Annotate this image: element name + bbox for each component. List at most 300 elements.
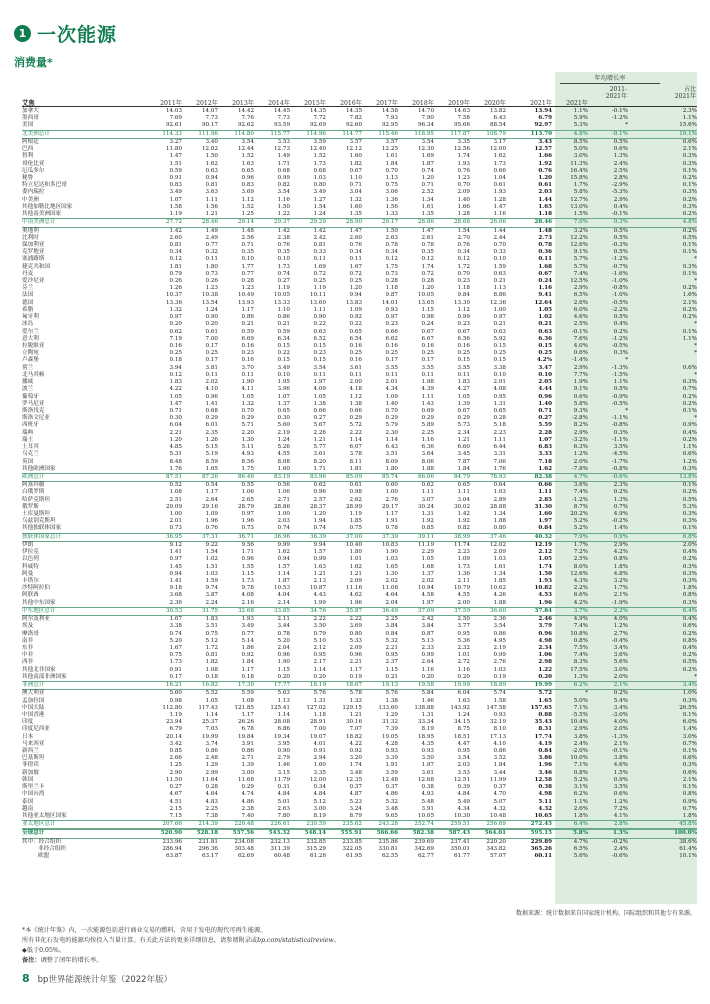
table-cell: 7.93 [385,115,398,122]
table-cell: 3.78 [349,451,362,458]
table-cell: 0.3% [682,160,697,167]
table-cell: 1.8% [613,563,628,570]
table-cell: 0.59 [277,328,290,335]
table-cell: 6.67 [421,335,434,342]
row-label: 印度尼西亚 [22,726,50,733]
table-cell: 1.08 [241,697,254,704]
table-cell: 0.1% [682,270,697,277]
table-cell: 0.15 [277,343,290,349]
table-row [22,645,697,652]
table-cell: 1.26 [169,285,182,292]
table-cell: 0.6% [682,769,697,776]
table-cell: 14.35 [345,108,362,114]
table-cell: 3.55 [457,364,470,371]
table-cell: 7.00 [313,726,326,733]
table-cell: 11.08 [381,585,398,592]
table-cell: 0.25 [169,350,182,357]
table-cell: 13.65 [417,299,434,306]
table-cell: 1.40 [385,400,398,407]
table-cell: 220.20 [486,838,506,845]
table-cell: 90.17 [201,122,218,129]
table-cell: -1.0% [611,292,628,299]
table-cell: 1.11 [205,196,218,203]
table-cell: 0.55 [241,482,254,489]
row-label: 墨西哥 [22,115,39,122]
table-cell: 0.28 [241,278,254,285]
table-cell: 2.09 [349,578,362,584]
table-cell: 0.86 [493,630,506,637]
table-row [22,564,697,571]
table-cell: -1.3% [611,733,628,740]
table-cell: 96.34 [417,122,434,129]
table-cell: 1.17 [241,306,254,313]
table-cell: 3.00 [241,769,254,776]
table-cell: 0.20 [205,321,218,328]
table-cell: 8.11 [349,458,362,465]
row-label: 卢森堡 [22,357,39,364]
table-cell: 0.4% [682,616,697,623]
table-cell: 3.04 [457,496,470,503]
row-label: 新西兰 [22,748,39,755]
table-cell: 0.3% [682,563,697,570]
table-cell: 0.96 [538,393,552,400]
table-cell: 0.8% [682,637,697,644]
table-row [22,549,697,556]
year-header: 2018年 [412,100,434,107]
year-header: 2020年 [484,100,506,107]
table-cell: 1.74 [538,563,552,570]
row-label: 克罗地亚 [22,249,45,256]
table-cell: 12.68 [417,776,434,783]
table-cell: 1.20 [349,285,362,292]
table-cell: 0.10 [277,371,290,378]
table-cell: 0.75 [169,652,182,659]
table-cell: 2.16 [241,599,254,606]
table-row [22,806,697,813]
table-cell: 0.3% [682,570,697,577]
table-cell: 0.73 [241,525,254,532]
table-cell: 0.1% [682,407,697,414]
table-cell: 5.79 [385,422,398,429]
table-cell: -5.5% [571,711,588,718]
table-cell: 2.24 [205,599,218,606]
page-footer [22,972,172,985]
row-label: 摩洛哥 [22,630,39,637]
table-cell: 4.04 [277,592,290,599]
table-cell: 31.75 [201,607,218,614]
footnote-link[interactable]: bp.com/statisticalreview [257,937,334,944]
table-row [22,712,697,719]
row-label: 东非 [22,644,34,651]
share-header: 占比 2021年 [674,86,696,100]
table-cell: 1.3% [613,496,628,503]
table-cell: 5.15 [205,444,218,451]
table-cell: 4.34 [457,805,470,812]
table-cell: 1.63 [241,160,254,167]
table-cell: 1.90 [241,379,254,386]
table-cell: 1.57 [313,549,326,556]
table-cell: 3.54 [313,364,326,371]
table-cell: 0.2% [682,174,697,181]
table-cell: 0.27 [313,415,326,422]
table-cell: 2.38 [277,234,290,241]
table-cell: 8.7% [573,503,588,510]
table-cell: 6.0% [682,719,697,726]
table-cell: 0.7% [682,386,697,393]
table-cell: 0.33 [493,249,506,256]
table-cell: 0.92 [349,314,362,321]
table-cell: 12.48 [381,776,398,783]
table-cell: 1.83 [457,379,470,386]
table-cell: 1.18 [538,211,552,218]
table-cell: 3.54 [277,189,290,196]
table-cell: 0.28 [385,278,398,285]
table-cell: 0.86 [241,748,254,755]
table-cell: 4.27 [457,386,470,393]
table-cell: -0.6% [611,473,628,480]
table-cell: 0.11 [349,256,362,263]
table-cell: 4.0% [613,616,628,623]
table-cell: 3.52 [493,755,506,762]
table-cell: -2.9% [611,182,628,189]
table-cell: 0.59 [241,328,254,335]
table-cell: 2.6% [573,299,588,306]
table-row [22,357,697,364]
table-cell: 2.11 [277,616,290,623]
table-cell: 0.11 [313,256,326,263]
table-cell: 0.65 [349,328,362,335]
table-cell: 10.40 [345,541,362,548]
table-cell: 0.81 [205,652,218,659]
table-cell: 1.40 [457,196,470,203]
table-cell: 14.07 [201,108,218,114]
table-cell: 0.96 [205,393,218,400]
table-cell: 0.3% [682,153,697,160]
table-cell: -0.1% [611,748,628,755]
table-cell: 26.5% [679,704,697,711]
row-label: 意大利 [22,335,39,342]
row-label: 乌兹别克斯坦 [22,518,56,525]
table-cell: 143.92 [450,704,470,711]
table-cell: 0.66 [538,482,552,489]
table-cell: 0.7% [682,740,697,747]
row-label: 塞浦路斯 [22,256,45,263]
table-cell: 5.3% [682,503,697,510]
table-row [22,401,697,408]
table-cell: 1.27 [313,196,326,203]
table-cell: 12.5% [570,278,588,285]
table-cell: 60.11 [534,853,552,860]
table-cell: 0.78 [538,241,552,248]
table-cell: 1.7% [613,585,628,592]
row-label: 拉脱维亚 [22,343,45,349]
table-cell: 2.32 [457,644,470,651]
table-row [22,592,697,599]
table-cell: 0.10 [493,371,506,378]
table-cell: 6.43 [385,444,398,451]
row-label: 中东地区总计 [22,607,56,614]
table-cell: 3.48 [385,805,398,812]
table-cell: 5.36 [457,637,470,644]
table-cell: 0.95 [493,393,506,400]
table-cell: * [694,371,697,378]
year-header: 2019年 [448,100,470,107]
table-cell: 4.34 [385,386,398,393]
table-cell: 0.90 [313,314,326,321]
table-cell: 3.84 [421,623,434,630]
table-cell: 1.73 [277,263,290,270]
table-cell: 1.48 [538,227,552,234]
table-cell: 1.09 [385,393,398,400]
table-cell: 4.47 [457,740,470,747]
table-cell: 0.2% [682,400,697,407]
table-row [22,690,697,697]
table-cell: 4.67 [169,791,182,798]
table-cell: 1.24 [457,711,470,718]
table-cell: 4.58 [421,592,434,599]
table-cell: 2.65 [241,496,254,503]
table-cell: -1.1% [611,415,628,422]
table-cell: 0.38 [538,784,552,791]
table-cell: 1.54 [313,203,326,210]
table-cell: 6.34 [277,335,290,342]
table-cell: 7.40 [241,813,254,819]
table-cell: 0.56 [277,482,290,489]
table-cell: 4.85 [169,444,182,451]
table-cell: 3.79 [538,623,552,630]
table-cell: 0.17 [205,357,218,364]
table-cell: 1.07 [277,393,290,400]
table-cell: 5.8% [573,189,588,196]
table-row [22,189,697,196]
table-cell: 1.2% [573,451,588,458]
table-cell: 0.27 [277,278,290,285]
table-cell: 5.60 [277,422,290,429]
table-cell: 1.97 [421,599,434,606]
table-cell: 1.34 [421,196,434,203]
table-cell: 147.58 [486,704,506,711]
table-row [22,408,697,415]
table-cell: 0.98 [169,697,182,704]
table-row [22,242,697,249]
table-cell: 29.17 [381,219,398,226]
table-cell: 4.2% [536,357,552,364]
year-header: 2016年 [340,100,362,107]
table-cell: 1.91 [385,762,398,769]
table-cell: 15.8% [570,174,588,181]
table-cell: 1.51 [205,563,218,570]
table-cell: 1.03 [493,489,506,496]
table-cell: 10.4% [570,719,588,726]
table-cell: 1.16 [277,196,290,203]
row-label: 新加坡 [22,769,39,776]
table-cell: 537.56 [232,830,254,837]
table-cell: 0.3% [682,697,697,704]
table-cell: 1.34 [493,570,506,577]
table-cell: 0.5% [682,234,697,241]
table-cell: 1.01 [349,556,362,563]
row-label: 爱沙尼亚 [22,278,45,285]
table-row [22,314,697,321]
table-row [22,741,697,748]
table-cell: 1.00 [277,511,290,518]
table-cell: 0.11 [205,371,218,378]
table-cell: 3.61 [313,451,326,458]
table-cell: 1.61 [493,563,506,570]
table-cell: 237.41 [450,838,470,845]
table-cell: 5.18 [493,422,506,429]
table-cell: 3.6% [613,652,628,659]
table-cell: 2.42 [421,616,434,623]
table-cell: 1.93 [493,189,506,196]
table-cell: 1.14 [385,436,398,443]
table-cell: 6.4% [682,607,697,614]
table-cell: 1.21 [313,570,326,577]
table-cell: 12.35 [345,776,362,783]
table-cell: 33.34 [417,719,434,726]
table-cell: 0.76 [538,167,552,174]
table-cell: 1.93 [457,160,470,167]
table-cell: 0.10 [493,256,506,263]
table-cell: 2.36 [169,599,182,606]
table-cell: 1.47 [421,227,434,234]
table-cell: 3.2% [573,227,588,234]
table-cell: 1.47 [169,400,182,407]
row-label: 罗马尼亚 [22,400,45,407]
table-cell: 7.73 [205,115,218,122]
table-cell: 1.21 [313,436,326,443]
table-cell: 0.9% [613,776,628,783]
table-cell: 1.50 [538,570,552,577]
table-cell: 1.74 [349,762,362,769]
table-cell: 5.32 [385,637,398,644]
table-cell: 1.75 [385,263,398,270]
table-cell: 1.45 [169,563,182,570]
table-cell: 0.67 [457,407,470,414]
table-cell: 3.64 [421,451,434,458]
table-cell: 1.96 [538,762,552,769]
table-cell: 343.82 [486,845,506,852]
table-cell: 4.6% [613,762,628,769]
table-cell: 0.3% [613,429,628,436]
table-cell: 1.38 [313,400,326,407]
table-cell: 1.50 [277,203,290,210]
table-cell: 1.33 [349,697,362,704]
table-row [22,652,697,659]
table-cell: 11.3% [570,160,588,167]
table-cell: 235.86 [378,838,398,845]
table-cell: 2.25 [205,805,218,812]
table-cell: 1.10 [349,174,362,181]
table-cell: 0.35 [241,249,254,256]
row-label: 其他中东国家 [22,599,56,606]
table-row [22,497,697,504]
table-cell: 8.79 [349,813,362,819]
table-cell: 7.72 [313,115,326,122]
page-header [14,20,117,47]
table-cell: 3.49 [313,189,326,196]
table-cell: 6.78 [241,726,254,733]
table-cell: 2.5% [573,556,588,563]
table-cell: 1.55 [241,563,254,570]
table-cell: 3.45 [457,451,470,458]
table-cell: 7.9% [573,533,588,540]
table-cell: 2.70 [457,234,470,241]
table-cell: -1.2% [611,335,628,342]
row-label: 瑞典 [22,429,34,436]
table-row [22,799,697,806]
table-cell: 3.8% [613,755,628,762]
table-cell: 12.12 [345,146,362,153]
table-cell: 0.16 [169,343,182,349]
table-cell: 1.80 [385,465,398,472]
table-cell: 0.5% [613,234,628,241]
table-cell: 8.06 [421,458,434,465]
table-row [22,511,697,518]
table-cell: 0.8% [682,791,697,798]
footnote-3: ◆低于0.05%。 [22,947,65,954]
table-cell: 2.63 [385,234,398,241]
table-cell: 0.26 [169,278,182,285]
table-cell: 0.3% [682,511,697,518]
table-cell: -0.7% [611,263,628,270]
table-cell: 0.76 [277,241,290,248]
table-cell: 36.71 [237,533,254,540]
table-cell: 8.20 [313,458,326,465]
table-cell: -0.9% [611,393,628,400]
table-cell: 1.96 [205,518,218,525]
table-cell: 0.95 [457,748,470,755]
table-cell: 243.28 [378,821,398,828]
table-cell: 111.96 [198,130,218,137]
table-cell: 0.11 [205,256,218,263]
table-cell: 0.9% [613,533,628,540]
table-cell: 1.60 [313,762,326,769]
table-cell: 2.04 [385,599,398,606]
year-header: 2013年 [232,100,254,107]
table-cell: 0.75 [349,525,362,532]
row-label: 韩国 [22,776,34,783]
table-cell: 0.35 [277,249,290,256]
table-cell: 8.31 [538,726,552,733]
row-label: 中国台湾 [22,791,45,798]
data-table [22,108,697,860]
table-cell: 1.14 [277,711,290,718]
table-cell: 14.70 [417,108,434,114]
row-label: 以色列 [22,556,39,563]
table-row [22,631,697,638]
table-cell: 0.6% [682,451,697,458]
table-cell: 587.43 [448,830,470,837]
table-cell: 0.91 [313,748,326,755]
table-cell: 10.94 [417,585,434,592]
table-cell: 9.56 [241,541,254,548]
table-cell: 4.8% [682,219,697,226]
table-cell: 0.34 [349,249,362,256]
table-cell: 26.26 [237,719,254,726]
table-cell: 3.44 [277,623,290,630]
row-label: 越南 [22,805,34,812]
table-cell: 2.14 [277,599,290,606]
table-cell: 9.41 [538,292,552,299]
table-cell: 0.1% [682,482,697,489]
table-cell: 3.0% [573,153,588,160]
table-cell: 0.6% [573,350,588,357]
table-cell: 0.71 [241,241,254,248]
table-cell: 6.04 [457,690,470,697]
table-row [22,734,697,741]
table-cell: 5.2% [573,776,588,783]
